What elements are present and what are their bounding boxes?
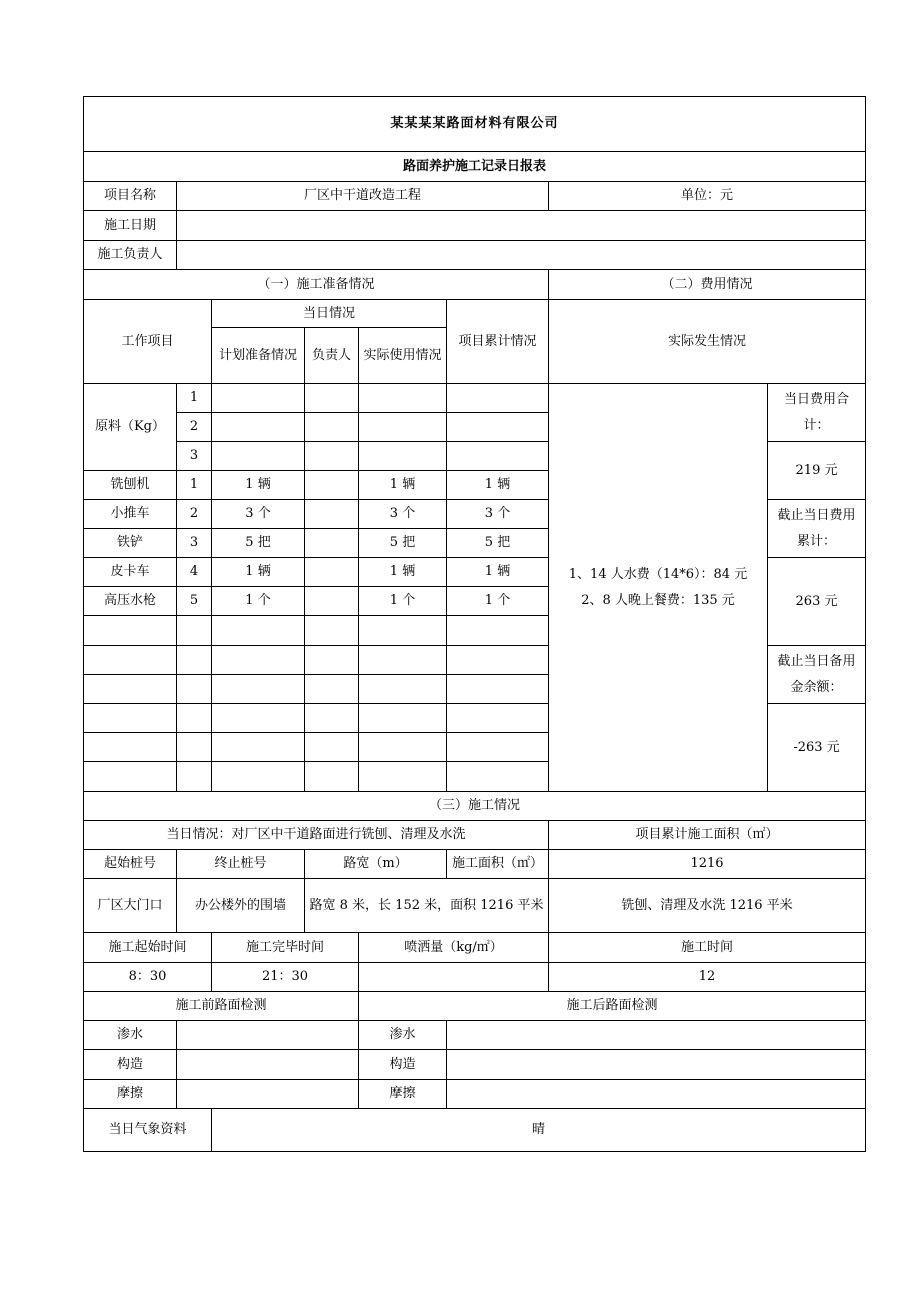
work-content-desc: 铣刨、清理及水洗 1216 平米 [549, 879, 866, 933]
blank-cell [177, 733, 212, 762]
work-item-header: 工作项目 [84, 300, 212, 384]
form-title: 路面养护施工记录日报表 [84, 152, 866, 182]
blank-cell [212, 762, 305, 792]
equipment-no: 2 [177, 500, 212, 529]
road-dimension-desc: 路宽 8 米，长 152 米，面积 1216 平米 [305, 879, 549, 933]
blank-cell [84, 762, 177, 792]
before-inspection-value [177, 1080, 359, 1109]
equipment-actual: 5 把 [359, 529, 447, 558]
blank-cell [305, 704, 359, 733]
equipment-planned: 3 个 [212, 500, 305, 529]
material-no: 2 [177, 413, 212, 442]
weather-label: 当日气象资料 [84, 1109, 212, 1152]
blank-cell [212, 733, 305, 762]
equipment-actual: 1 辆 [359, 471, 447, 500]
equipment-name: 铁铲 [84, 529, 177, 558]
inspection-item-label: 构造 [359, 1050, 447, 1080]
project-name-value: 厂区中干道改造工程 [177, 182, 549, 211]
equipment-person [305, 587, 359, 616]
inspection-item-label: 摩擦 [359, 1080, 447, 1109]
equipment-cumulative: 1 辆 [447, 558, 549, 587]
material-actual [359, 384, 447, 413]
blank-cell [359, 762, 447, 792]
blank-cell [447, 733, 549, 762]
material-person [305, 413, 359, 442]
equipment-name: 皮卡车 [84, 558, 177, 587]
construction-date-label: 施工日期 [84, 211, 177, 241]
today-total-label: 当日费用合计： [768, 384, 866, 442]
expense-item: 2、8 人晚上餐费：135 元 [581, 592, 735, 608]
planned-prep-header: 计划准备情况 [212, 328, 305, 384]
blank-cell [177, 704, 212, 733]
after-inspection-value [447, 1021, 866, 1050]
before-inspection-value [177, 1050, 359, 1080]
today-construction-desc: 当日情况：对厂区中干道路面进行铣刨、清理及水洗 [84, 821, 549, 850]
blank-cell [212, 704, 305, 733]
end-pile-label: 终止桩号 [177, 850, 305, 879]
material-no: 3 [177, 442, 212, 471]
material-actual [359, 413, 447, 442]
equipment-cumulative: 5 把 [447, 529, 549, 558]
equipment-cumulative: 1 个 [447, 587, 549, 616]
equipment-planned: 1 个 [212, 587, 305, 616]
material-planned [212, 442, 305, 471]
person-in-charge-header: 负责人 [305, 328, 359, 384]
material-person [305, 442, 359, 471]
blank-cell [359, 704, 447, 733]
equipment-name: 铣刨机 [84, 471, 177, 500]
cumulative-header: 项目累计情况 [447, 300, 549, 384]
material-cumulative [447, 384, 549, 413]
inspection-item-label: 摩擦 [84, 1080, 177, 1109]
after-inspection-value [447, 1050, 866, 1080]
blank-cell [305, 762, 359, 792]
end-time-value: 21：30 [212, 963, 359, 992]
equipment-no: 4 [177, 558, 212, 587]
blank-cell [447, 704, 549, 733]
section-cost-title: （二）费用情况 [549, 270, 866, 300]
blank-cell [359, 733, 447, 762]
spray-amount-value [359, 963, 549, 992]
before-inspection-label: 施工前路面检测 [84, 992, 359, 1021]
equipment-person [305, 558, 359, 587]
blank-cell [84, 733, 177, 762]
construction-date-value [177, 211, 866, 241]
blank-cell [84, 646, 177, 675]
blank-cell [447, 616, 549, 646]
blank-cell [212, 646, 305, 675]
material-no: 1 [177, 384, 212, 413]
start-pile-value: 厂区大门口 [84, 879, 177, 933]
blank-cell [305, 675, 359, 704]
today-status-header: 当日情况 [212, 300, 447, 328]
blank-cell [305, 733, 359, 762]
actual-cost-header: 实际发生情况 [549, 300, 866, 384]
company-name: 某某某某路面材料有限公司 [84, 97, 866, 152]
section-prep-title: （一）施工准备情况 [84, 270, 549, 300]
balance-value: -263 元 [768, 704, 866, 792]
equipment-person [305, 500, 359, 529]
blank-cell [177, 675, 212, 704]
equipment-name: 高压水枪 [84, 587, 177, 616]
expense-details [549, 384, 768, 792]
blank-cell [84, 616, 177, 646]
equipment-name: 小推车 [84, 500, 177, 529]
equipment-person [305, 471, 359, 500]
blank-cell [177, 646, 212, 675]
actual-use-header: 实际使用情况 [359, 328, 447, 384]
equipment-planned: 5 把 [212, 529, 305, 558]
equipment-actual: 1 个 [359, 587, 447, 616]
inspection-item-label: 构造 [84, 1050, 177, 1080]
construction-area-label: 施工面积（㎡） [447, 850, 549, 879]
project-name-label: 项目名称 [84, 182, 177, 211]
start-time-label: 施工起始时间 [84, 933, 212, 963]
today-total-value: 219 元 [768, 442, 866, 500]
cumulative-cost-label: 截止当日费用累计： [768, 500, 866, 558]
material-cumulative [447, 413, 549, 442]
blank-cell [177, 616, 212, 646]
area-cumulative-value: 1216 [549, 850, 866, 879]
unit-label: 单位：元 [549, 182, 866, 211]
equipment-planned: 1 辆 [212, 558, 305, 587]
equipment-cumulative: 3 个 [447, 500, 549, 529]
blank-cell [212, 675, 305, 704]
blank-cell [447, 675, 549, 704]
inspection-item-label: 渗水 [359, 1021, 447, 1050]
materials-label: 原料（Kg） [84, 384, 177, 471]
equipment-no: 1 [177, 471, 212, 500]
road-width-label: 路宽（m） [305, 850, 447, 879]
equipment-actual: 3 个 [359, 500, 447, 529]
daily-report-table [83, 96, 866, 1152]
start-pile-label: 起始桩号 [84, 850, 177, 879]
section-construction-title: （三）施工情况 [84, 792, 866, 821]
material-actual [359, 442, 447, 471]
balance-label: 截止当日备用金余额： [768, 646, 866, 704]
duration-label: 施工时间 [549, 933, 866, 963]
blank-cell [447, 646, 549, 675]
construction-manager-label: 施工负责人 [84, 241, 177, 270]
duration-value: 12 [549, 963, 866, 992]
material-planned [212, 384, 305, 413]
blank-cell [305, 616, 359, 646]
equipment-planned: 1 辆 [212, 471, 305, 500]
blank-cell [447, 762, 549, 792]
blank-cell [212, 616, 305, 646]
blank-cell [359, 646, 447, 675]
end-time-label: 施工完毕时间 [212, 933, 359, 963]
after-inspection-label: 施工后路面检测 [359, 992, 866, 1021]
equipment-cumulative: 1 辆 [447, 471, 549, 500]
blank-cell [305, 646, 359, 675]
end-pile-value: 办公楼外的围墙 [177, 879, 305, 933]
material-planned [212, 413, 305, 442]
weather-value: 晴 [212, 1109, 866, 1152]
area-cumulative-label: 项目累计施工面积（㎡） [549, 821, 866, 850]
cumulative-cost-value: 263 元 [768, 558, 866, 646]
spray-amount-label: 喷洒量（kg/㎡） [359, 933, 549, 963]
start-time-value: 8：30 [84, 963, 212, 992]
material-person [305, 384, 359, 413]
blank-cell [359, 616, 447, 646]
blank-cell [84, 675, 177, 704]
after-inspection-value [447, 1080, 866, 1109]
equipment-no: 5 [177, 587, 212, 616]
expense-item: 1、14 人水费（14*6）：84 元 [568, 566, 748, 582]
inspection-item-label: 渗水 [84, 1021, 177, 1050]
equipment-no: 3 [177, 529, 212, 558]
blank-cell [359, 675, 447, 704]
blank-cell [177, 762, 212, 792]
equipment-person [305, 529, 359, 558]
equipment-actual: 1 辆 [359, 558, 447, 587]
before-inspection-value [177, 1021, 359, 1050]
material-cumulative [447, 442, 549, 471]
blank-cell [84, 704, 177, 733]
construction-manager-value [177, 241, 866, 270]
